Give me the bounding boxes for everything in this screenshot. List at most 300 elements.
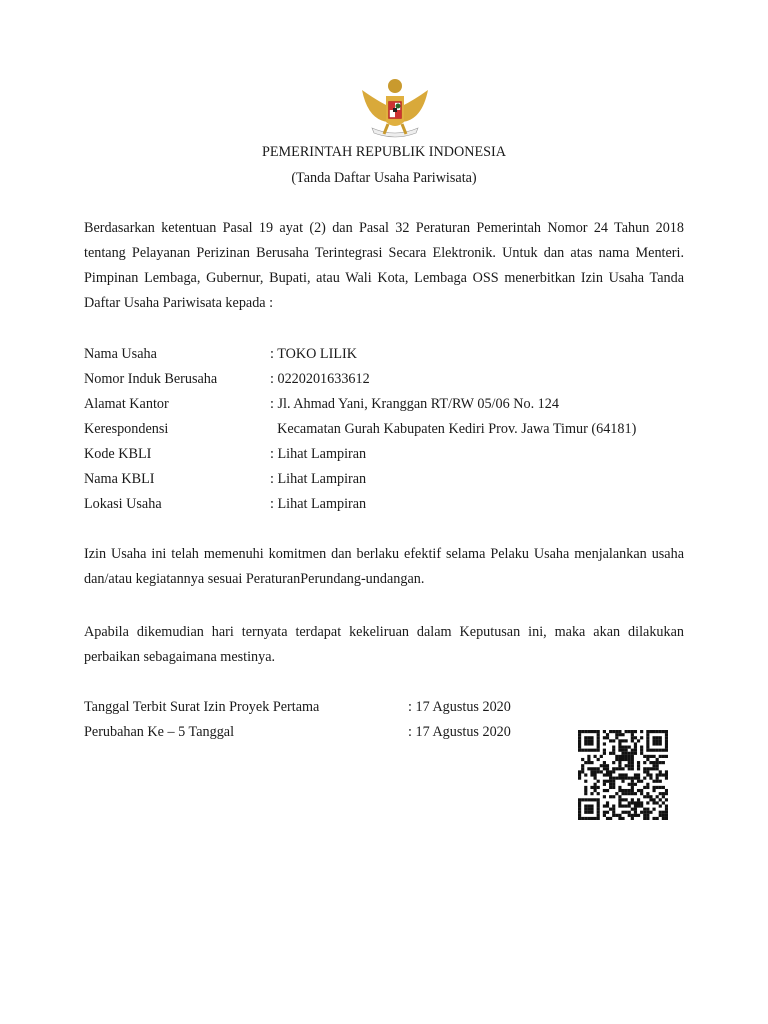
qr-module bbox=[631, 736, 634, 739]
qr-module bbox=[625, 730, 628, 733]
qr-module bbox=[665, 773, 668, 776]
qr-module bbox=[597, 804, 600, 807]
field-value: Kecamatan Gurah Kabupaten Kediri Prov. Jawa Timur (64181) bbox=[270, 421, 637, 437]
qr-module bbox=[659, 749, 662, 752]
qr-module bbox=[612, 777, 615, 780]
qr-module bbox=[662, 730, 665, 733]
qr-module bbox=[578, 777, 581, 780]
qr-module bbox=[618, 761, 621, 764]
qr-module bbox=[578, 736, 581, 739]
qr-module bbox=[587, 817, 590, 820]
qr-module bbox=[603, 742, 606, 745]
field-label: Alamat Kantor bbox=[84, 396, 169, 412]
field-label: Nama KBLI bbox=[84, 471, 155, 487]
qr-module bbox=[628, 789, 631, 792]
qr-module bbox=[609, 752, 612, 755]
field-label: Kode KBLI bbox=[84, 446, 152, 462]
qr-module bbox=[628, 777, 631, 780]
qr-module bbox=[625, 798, 628, 801]
field-label: Kerespondensi bbox=[84, 421, 169, 437]
qr-module bbox=[649, 761, 652, 764]
qr-module bbox=[634, 814, 637, 817]
qr-module bbox=[584, 780, 587, 783]
qr-module bbox=[603, 773, 606, 776]
qr-module bbox=[594, 730, 597, 733]
qr-module bbox=[665, 814, 668, 817]
qr-module bbox=[659, 798, 662, 801]
qr-module bbox=[652, 761, 655, 764]
qr-module bbox=[587, 761, 590, 764]
qr-module bbox=[587, 808, 590, 811]
qr-module bbox=[634, 752, 637, 755]
date-value: : 17 Agustus 2020 bbox=[408, 724, 511, 740]
qr-module bbox=[652, 749, 655, 752]
qr-module bbox=[578, 746, 581, 749]
qr-module bbox=[594, 817, 597, 820]
qr-module bbox=[609, 773, 612, 776]
qr-module bbox=[594, 789, 597, 792]
qr-module bbox=[597, 767, 600, 770]
qr-module bbox=[581, 798, 584, 801]
qr-module bbox=[625, 811, 628, 814]
qr-module bbox=[618, 733, 621, 736]
qr-module bbox=[578, 798, 581, 801]
qr-module bbox=[637, 798, 640, 801]
qr-module bbox=[665, 789, 668, 792]
qr-module bbox=[597, 730, 600, 733]
qr-module bbox=[606, 801, 609, 804]
qr-module bbox=[587, 798, 590, 801]
qr-module bbox=[594, 749, 597, 752]
qr-module bbox=[625, 746, 628, 749]
qr-module bbox=[581, 770, 584, 773]
qr-module bbox=[578, 817, 581, 820]
qr-module bbox=[631, 749, 634, 752]
qr-module bbox=[587, 749, 590, 752]
qr-module bbox=[618, 814, 621, 817]
qr-module bbox=[640, 789, 643, 792]
qr-module bbox=[625, 739, 628, 742]
qr-module bbox=[581, 730, 584, 733]
qr-module bbox=[631, 777, 634, 780]
qr-module bbox=[652, 780, 655, 783]
qr-module bbox=[581, 817, 584, 820]
qr-module bbox=[659, 773, 662, 776]
qr-module bbox=[603, 814, 606, 817]
qr-module bbox=[646, 770, 649, 773]
qr-module bbox=[609, 770, 612, 773]
qr-module bbox=[584, 817, 587, 820]
qr-module bbox=[656, 801, 659, 804]
qr-module bbox=[578, 749, 581, 752]
qr-module bbox=[662, 786, 665, 789]
qr-module bbox=[609, 783, 612, 786]
qr-module bbox=[631, 733, 634, 736]
qr-module bbox=[606, 811, 609, 814]
qr-module bbox=[628, 804, 631, 807]
qr-module bbox=[646, 742, 649, 745]
qr-module bbox=[646, 801, 649, 804]
qr-module bbox=[621, 792, 624, 795]
qr-module bbox=[628, 761, 631, 764]
qr-module bbox=[584, 792, 587, 795]
qr-module bbox=[618, 730, 621, 733]
date-row bbox=[84, 695, 511, 720]
qr-module bbox=[640, 736, 643, 739]
qr-module bbox=[603, 789, 606, 792]
qr-module bbox=[587, 742, 590, 745]
qr-module bbox=[631, 786, 634, 789]
qr-module bbox=[621, 780, 624, 783]
date-value: : 17 Agustus 2020 bbox=[408, 699, 511, 715]
qr-module bbox=[590, 811, 593, 814]
qr-module bbox=[646, 814, 649, 817]
qr-module bbox=[594, 773, 597, 776]
qr-module bbox=[603, 752, 606, 755]
document-subtitle: (Tanda Daftar Usaha Pariwisata) bbox=[291, 170, 477, 186]
qr-module bbox=[643, 795, 646, 798]
qr-module bbox=[587, 755, 590, 758]
qr-module bbox=[609, 795, 612, 798]
qr-module bbox=[615, 733, 618, 736]
qr-module bbox=[652, 739, 655, 742]
qr-module bbox=[578, 770, 581, 773]
qr-module bbox=[637, 801, 640, 804]
qr-module bbox=[621, 733, 624, 736]
qr-module bbox=[618, 739, 621, 742]
qr-module bbox=[603, 795, 606, 798]
qr-module bbox=[578, 804, 581, 807]
qr-module bbox=[640, 780, 643, 783]
qr-module bbox=[649, 777, 652, 780]
qr-module bbox=[659, 786, 662, 789]
qr-module bbox=[662, 811, 665, 814]
qr-module bbox=[631, 730, 634, 733]
qr-module bbox=[618, 777, 621, 780]
qr-module bbox=[659, 739, 662, 742]
qr-module bbox=[656, 742, 659, 745]
document-title: PEMERINTAH REPUBLIK INDONESIA bbox=[262, 144, 506, 160]
qr-module bbox=[652, 767, 655, 770]
qr-module bbox=[590, 736, 593, 739]
qr-module bbox=[643, 817, 646, 820]
qr-module bbox=[659, 755, 662, 758]
qr-module bbox=[665, 792, 668, 795]
qr-module bbox=[652, 817, 655, 820]
qr-module bbox=[584, 730, 587, 733]
qr-module bbox=[640, 752, 643, 755]
qr-module bbox=[649, 798, 652, 801]
qr-module bbox=[662, 755, 665, 758]
qr-module bbox=[581, 749, 584, 752]
qr-module bbox=[594, 770, 597, 773]
qr-module bbox=[594, 777, 597, 780]
qr-module bbox=[640, 804, 643, 807]
qr-module bbox=[603, 749, 606, 752]
qr-module bbox=[600, 770, 603, 773]
qr-module bbox=[606, 733, 609, 736]
qr-module bbox=[603, 811, 606, 814]
qr-module bbox=[646, 767, 649, 770]
qr-module bbox=[646, 808, 649, 811]
qr-module bbox=[625, 789, 628, 792]
qr-module bbox=[606, 773, 609, 776]
qr-module bbox=[634, 804, 637, 807]
qr-module bbox=[646, 739, 649, 742]
qr-module bbox=[625, 749, 628, 752]
qr-module bbox=[594, 798, 597, 801]
qr-module bbox=[597, 817, 600, 820]
qr-module bbox=[646, 773, 649, 776]
qr-module bbox=[643, 770, 646, 773]
qr-module bbox=[618, 789, 621, 792]
qr-module bbox=[594, 767, 597, 770]
qr-module bbox=[643, 767, 646, 770]
qr-module bbox=[618, 749, 621, 752]
qr-module bbox=[652, 798, 655, 801]
qr-module bbox=[609, 817, 612, 820]
qr-module bbox=[590, 730, 593, 733]
qr-module bbox=[646, 783, 649, 786]
qr-module bbox=[634, 808, 637, 811]
qr-module bbox=[612, 783, 615, 786]
qr-module bbox=[637, 764, 640, 767]
qr-module bbox=[656, 736, 659, 739]
qr-module bbox=[646, 746, 649, 749]
qr-module bbox=[665, 733, 668, 736]
qr-module bbox=[646, 758, 649, 761]
qr-module bbox=[649, 730, 652, 733]
qr-module bbox=[656, 761, 659, 764]
qr-module bbox=[597, 758, 600, 761]
qr-module bbox=[625, 804, 628, 807]
qr-module bbox=[618, 804, 621, 807]
qr-module bbox=[584, 789, 587, 792]
date-label: Perubahan Ke – 5 Tanggal bbox=[84, 724, 235, 740]
qr-module bbox=[606, 770, 609, 773]
qr-module bbox=[659, 742, 662, 745]
qr-module bbox=[587, 736, 590, 739]
qr-module bbox=[609, 786, 612, 789]
qr-module bbox=[665, 811, 668, 814]
qr-module bbox=[606, 780, 609, 783]
qr-module bbox=[656, 749, 659, 752]
qr-module bbox=[584, 804, 587, 807]
qr-module bbox=[637, 739, 640, 742]
qr-module bbox=[656, 767, 659, 770]
qr-module bbox=[628, 783, 631, 786]
qr-module bbox=[646, 749, 649, 752]
qr-module bbox=[659, 811, 662, 814]
qr-module bbox=[621, 752, 624, 755]
qr-module bbox=[621, 749, 624, 752]
qr-module bbox=[665, 817, 668, 820]
qr-module bbox=[631, 764, 634, 767]
qr-module bbox=[603, 783, 606, 786]
qr-module bbox=[631, 814, 634, 817]
qr-module bbox=[649, 749, 652, 752]
qr-module bbox=[634, 773, 637, 776]
qr-module bbox=[662, 761, 665, 764]
qr-module bbox=[609, 808, 612, 811]
qr-module bbox=[637, 761, 640, 764]
qr-module bbox=[612, 780, 615, 783]
qr-module bbox=[625, 752, 628, 755]
qr-module bbox=[652, 742, 655, 745]
qr-module bbox=[637, 777, 640, 780]
qr-module bbox=[634, 792, 637, 795]
qr-module bbox=[656, 739, 659, 742]
qr-module bbox=[640, 746, 643, 749]
qr-module bbox=[631, 783, 634, 786]
qr-module bbox=[652, 764, 655, 767]
qr-module bbox=[606, 736, 609, 739]
qr-module bbox=[590, 798, 593, 801]
qr-code bbox=[578, 730, 668, 820]
qr-module bbox=[621, 755, 624, 758]
qr-module bbox=[665, 749, 668, 752]
correction-paragraph: Apabila dikemudian hari ternyata terdapat kekeliruan dalam Keputusan ini, maka akan dilakukan perbaikan sebagaimana mestinya. bbox=[84, 624, 684, 665]
qr-module bbox=[578, 811, 581, 814]
qr-module bbox=[637, 789, 640, 792]
qr-module bbox=[612, 814, 615, 817]
qr-module bbox=[665, 777, 668, 780]
qr-module bbox=[656, 773, 659, 776]
qr-module bbox=[625, 755, 628, 758]
qr-module bbox=[615, 777, 618, 780]
qr-module bbox=[597, 808, 600, 811]
qr-module bbox=[656, 780, 659, 783]
qr-module bbox=[634, 801, 637, 804]
qr-module bbox=[603, 804, 606, 807]
qr-module bbox=[590, 742, 593, 745]
qr-module bbox=[665, 742, 668, 745]
qr-module bbox=[649, 773, 652, 776]
qr-module bbox=[615, 814, 618, 817]
qr-module bbox=[631, 752, 634, 755]
qr-module bbox=[612, 749, 615, 752]
qr-module bbox=[618, 795, 621, 798]
qr-module bbox=[628, 767, 631, 770]
qr-module bbox=[584, 786, 587, 789]
qr-module bbox=[618, 755, 621, 758]
qr-module bbox=[621, 739, 624, 742]
qr-module bbox=[656, 786, 659, 789]
qr-module bbox=[606, 767, 609, 770]
qr-module bbox=[637, 780, 640, 783]
qr-module bbox=[652, 808, 655, 811]
qr-module bbox=[631, 789, 634, 792]
qr-module bbox=[652, 736, 655, 739]
qr-module bbox=[581, 767, 584, 770]
date-row bbox=[84, 720, 511, 745]
qr-module bbox=[652, 786, 655, 789]
qr-module bbox=[628, 811, 631, 814]
qr-module bbox=[662, 814, 665, 817]
qr-module bbox=[609, 730, 612, 733]
qr-module bbox=[628, 752, 631, 755]
qr-module bbox=[578, 814, 581, 817]
qr-module bbox=[621, 773, 624, 776]
qr-module bbox=[615, 730, 618, 733]
qr-module bbox=[652, 789, 655, 792]
qr-module bbox=[612, 761, 615, 764]
qr-module bbox=[649, 795, 652, 798]
qr-module bbox=[621, 789, 624, 792]
field-value: : 0220201633612 bbox=[270, 371, 370, 387]
date-label: Tanggal Terbit Surat Izin Proyek Pertama bbox=[84, 699, 320, 715]
qr-module bbox=[656, 795, 659, 798]
qr-module bbox=[634, 811, 637, 814]
qr-module bbox=[597, 798, 600, 801]
qr-module bbox=[603, 736, 606, 739]
qr-module bbox=[587, 767, 590, 770]
qr-module bbox=[625, 773, 628, 776]
qr-module bbox=[587, 811, 590, 814]
qr-module bbox=[621, 804, 624, 807]
qr-module bbox=[621, 777, 624, 780]
qr-module bbox=[656, 758, 659, 761]
qr-module bbox=[656, 764, 659, 767]
qr-module bbox=[584, 798, 587, 801]
qr-module bbox=[628, 764, 631, 767]
qr-module bbox=[652, 801, 655, 804]
qr-module bbox=[631, 792, 634, 795]
qr-module bbox=[584, 811, 587, 814]
qr-module bbox=[637, 767, 640, 770]
qr-module bbox=[637, 814, 640, 817]
qr-module bbox=[618, 764, 621, 767]
qr-module bbox=[584, 742, 587, 745]
qr-module bbox=[597, 814, 600, 817]
garuda-emblem bbox=[358, 70, 432, 142]
qr-module bbox=[625, 764, 628, 767]
qr-module bbox=[631, 739, 634, 742]
qr-module bbox=[590, 817, 593, 820]
qr-module bbox=[618, 767, 621, 770]
qr-module bbox=[659, 761, 662, 764]
qr-module bbox=[578, 739, 581, 742]
qr-module bbox=[646, 786, 649, 789]
qr-module bbox=[590, 761, 593, 764]
qr-module bbox=[646, 795, 649, 798]
qr-module bbox=[665, 736, 668, 739]
field-value: : Lihat Lampiran bbox=[270, 496, 367, 512]
qr-module bbox=[640, 730, 643, 733]
qr-module bbox=[621, 767, 624, 770]
qr-module bbox=[659, 736, 662, 739]
qr-module bbox=[597, 749, 600, 752]
qr-module bbox=[665, 808, 668, 811]
qr-module bbox=[662, 792, 665, 795]
qr-module bbox=[643, 786, 646, 789]
qr-module bbox=[634, 749, 637, 752]
qr-module bbox=[590, 808, 593, 811]
qr-module bbox=[656, 817, 659, 820]
qr-module bbox=[637, 773, 640, 776]
qr-module bbox=[646, 733, 649, 736]
qr-module bbox=[621, 758, 624, 761]
qr-module bbox=[656, 777, 659, 780]
qr-module bbox=[584, 773, 587, 776]
qr-module bbox=[625, 792, 628, 795]
field-label: Nama Usaha bbox=[84, 346, 157, 362]
qr-module bbox=[634, 777, 637, 780]
qr-module bbox=[606, 764, 609, 767]
qr-module bbox=[640, 801, 643, 804]
qr-module bbox=[615, 767, 618, 770]
qr-module bbox=[578, 733, 581, 736]
